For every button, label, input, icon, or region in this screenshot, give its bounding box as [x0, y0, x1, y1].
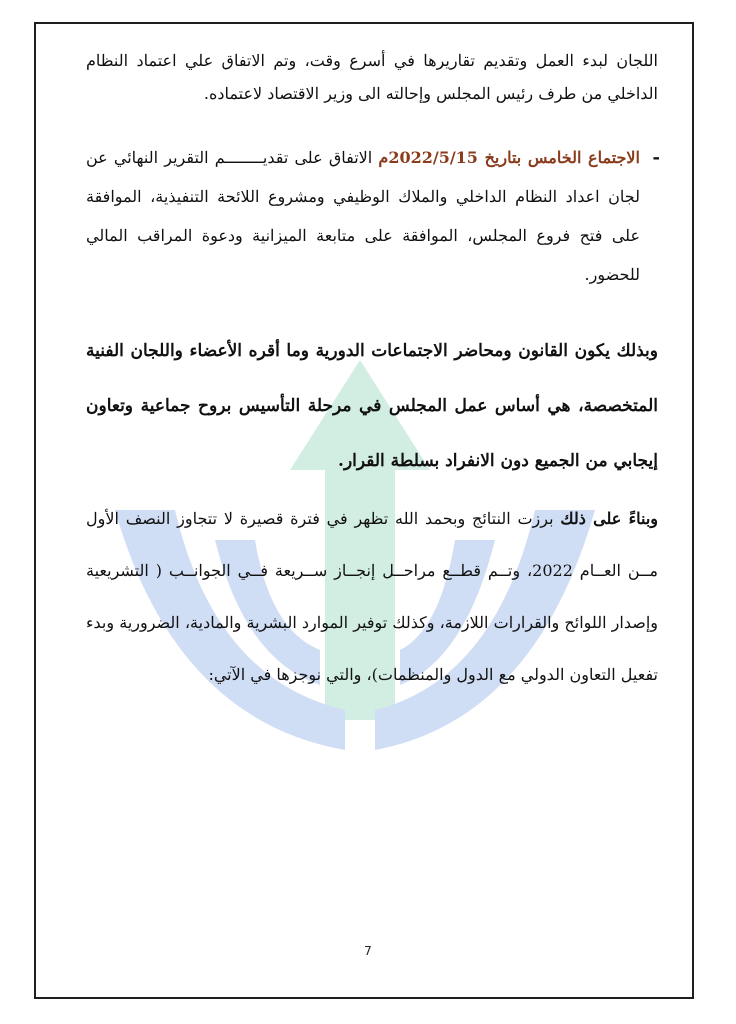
paragraph-3: وبذلك يكون القانون ومحاضر الاجتماعات الدورية وما أقره الأعضاء واللجان الفنية المتخصصة، هي أساس عمل المجلس في مرحلة التأسيس بروح جماعية وتعاون إيجابي من الجميع دون الانفراد بسلطة القرار.: [86, 341, 658, 471]
paragraph-2-text: الاتفاق على تقديــــــــم التقرير النهائي عن لجان اعداد النظام الداخلي والملاك الوظيفي ومشروع اللائحة التنفيذية، الموافقة على فتح فروع المجلس، الموافقة على متابعة الميزانية ودعوة المراقب المالي للحضور.: [86, 148, 641, 284]
paragraph-4-text: برزت النتائج وبحمد الله تظهر في فترة قصيرة لا تتجاوز النصف الأول مــن العــام 2022، وتــم قطــع مراحــل إنجــاز ســريعة فــي الجوانــب ( التشريعية وإصدار اللوائح والقرارات اللازمة، وكذلك توفير الموارد البشرية والمادية، الضرورية وبدء تفعيل التعاون الدولي مع الدول والمنظمات)، والتي نوجزها في الآتي:: [86, 509, 658, 684]
paragraph-2: [86, 138, 658, 294]
meeting-heading: الاجتماع الخامس بتاريخ 2022/5/15م: [378, 148, 641, 167]
paragraph-1: اللجان لبدء العمل وتقديم تقاريرها في أسرع وقت، وتم الاتفاق علي اعتماد النظام الداخلي من طرف رئيس المجلس وإحالته الى وزير الاقتصاد لاعتماده.: [86, 51, 658, 103]
document-body: [86, 44, 658, 701]
page-number: 7: [364, 944, 372, 958]
bullet-marker: -: [652, 147, 660, 168]
paragraph-4-lead: وبناءً على ذلك: [560, 509, 658, 528]
paragraph-4: [86, 493, 658, 701]
